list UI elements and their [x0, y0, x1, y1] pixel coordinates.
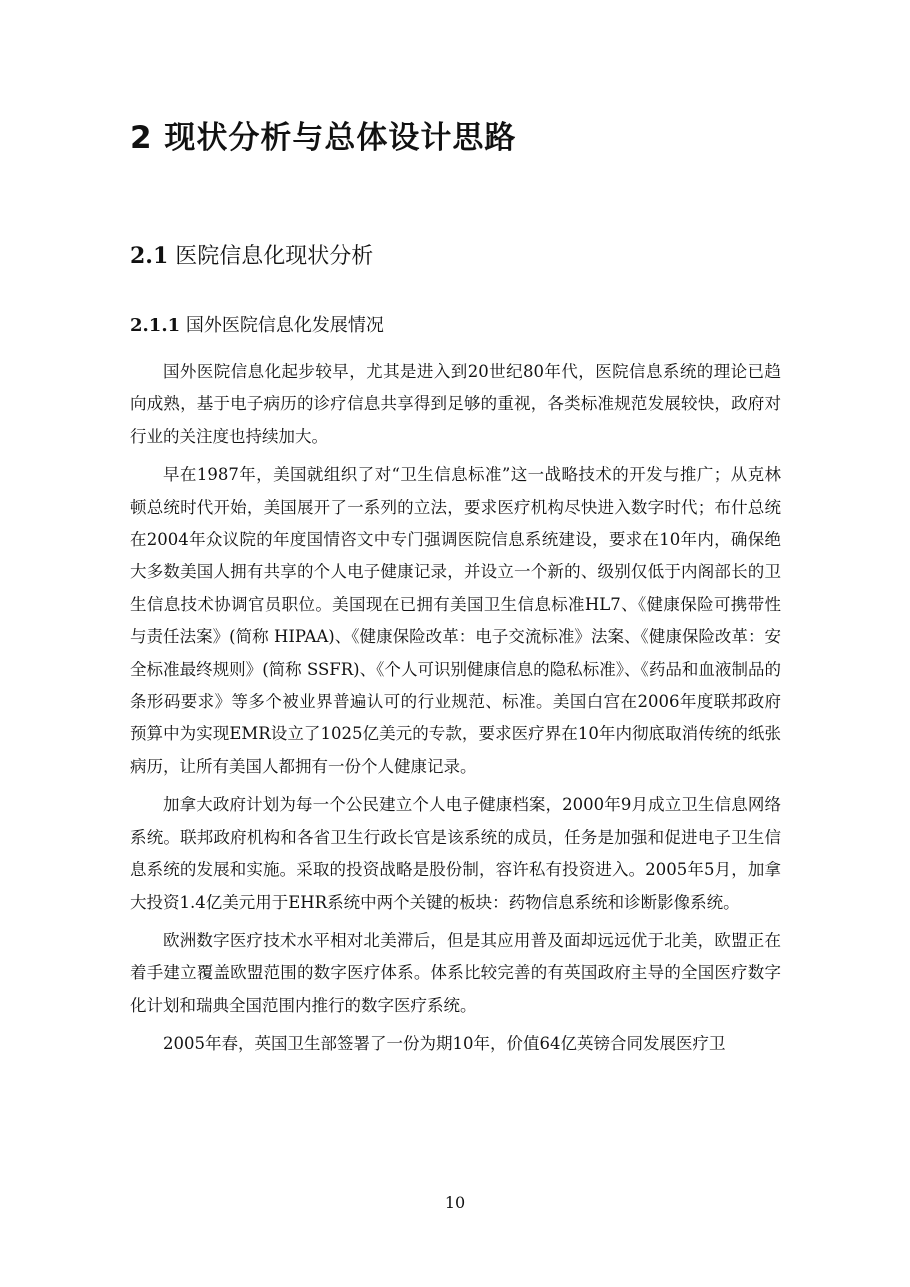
- paragraph-uk: 2005年春，英国卫生部签署了一份为期10年，价值64亿英镑合同发展医疗卫: [163, 1034, 726, 1054]
- paragraph-usa: 早在1987年，美国就组织了对“卫生信息标准”这一战略技术的开发与推广；从克林顿总统时代开始，美国展开了一系列的立法，要求医疗机构尽快进入数字时代；布什总统在2004年众议院的年度国情咨文中专门强调医院信息系统建设，要求在10年内，确保绝大多数美国人拥有共享的个人电子健康记录，并设立一个新的、级别仅低于内阁部长的卫生信息技术协调官员职位。美国现在已拥有美国卫生信息标准HL7、《健康保险可携带性与责任法案》(简称 HIPAA)、《健康保险改革：电子交流标准》法案、《健康保险改革：安全标准最终规则》(简称 SSFR)、《个人可识别健康信息的隐私标准》、《药品和血液制品的条形码要求》等多个被业界普遍认可的行业规范、标准。美国白宫在2006年度联邦政府预算中为实现EMR设立了1025亿美元的专款，要求医疗界在10年内彻底取消传统的纸张病历，让所有美国人都拥有一份个人健康记录。: [130, 465, 781, 776]
- section-title: 医院信息化现状分析: [175, 244, 374, 269]
- subsection-heading: [130, 311, 384, 341]
- body-text: [130, 356, 781, 1067]
- paragraph-canada: 加拿大政府计划为每一个公民建立个人电子健康档案，2000年9月成立卫生信息网络系统。联邦政府机构和各省卫生行政长官是该系统的成员，任务是加强和促进电子卫生信息系统的发展和实施。采取的投资战略是股份制，容许私有投资进入。2005年5月，加拿大投资1.4亿美元用于EHR系统中两个关键的板块：药物信息系统和诊断影像系统。: [130, 795, 781, 912]
- paragraph-europe: 欧洲数字医疗技术水平相对北美滞后，但是其应用普及面却远远优于北美，欧盟正在着手建立覆盖欧盟范围的数字医疗体系。体系比较完善的有英国政府主导的全国医疗数字化计划和瑞典全国范围内推行的数字医疗系统。: [130, 930, 781, 1015]
- section-heading: [130, 238, 373, 275]
- chapter-title: 2 现状分析与总体设计思路: [130, 120, 517, 156]
- section-number: 2.1: [130, 243, 169, 269]
- paragraph-overview: 国外医院信息化起步较早，尤其是进入到20世纪80年代，医院信息系统的理论已趋向成熟，基于电子病历的诊疗信息共享得到足够的重视，各类标准规范发展较快，政府对行业的关注度也持续加大。: [130, 362, 781, 446]
- subsection-number: 2.1.1: [130, 315, 181, 336]
- subsection-title: 国外医院信息化发展情况: [185, 315, 384, 336]
- page-number: 10: [444, 1193, 466, 1212]
